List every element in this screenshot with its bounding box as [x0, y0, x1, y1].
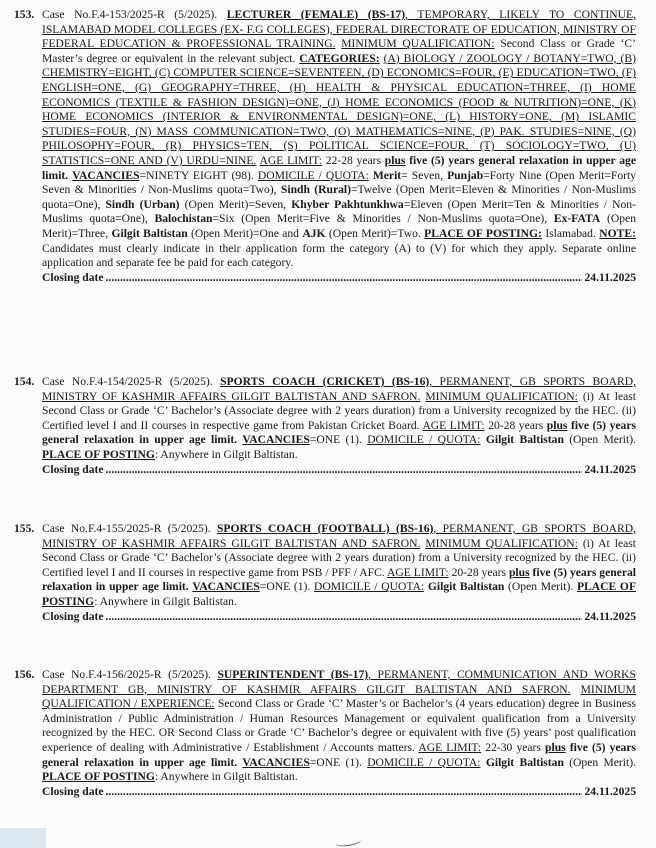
- age-text: 20-28 years: [451, 565, 507, 579]
- posting-label: PLACE OF POSTING: [42, 447, 155, 461]
- qualification-text: (i) At least Second Class or Grade ‘C’ Bachelor’s (Associate degree with 2 years duration) from a University recognized by the HEC. (ii) Certified level I and II courses in respective game from PSB / PFF / AFC.: [42, 536, 636, 579]
- leader-dots: [106, 785, 583, 800]
- closing-date-row: [42, 610, 636, 625]
- qualification-label: MINIMUM QUALIFICATION / EXPERIENCE:: [42, 682, 636, 711]
- age-text: 22-30 years: [485, 740, 541, 754]
- post-title: LECTURER (FEMALE) (BS-17): [226, 8, 406, 21]
- quota-region: Gilgit Baltistan: [485, 433, 564, 447]
- case-no: Case No.F.4-154/2025-R (5/2025).: [42, 375, 213, 388]
- closing-label: Closing date: [42, 462, 104, 476]
- closing-date: 24.11.2025: [584, 609, 636, 623]
- age-text: 20-28 years: [488, 418, 544, 432]
- relaxation-text: five (5) years general relaxation in upper age limit.: [42, 740, 636, 769]
- case-body: [42, 8, 636, 271]
- leader-dots: [106, 610, 583, 625]
- age-text: 22-28 years: [325, 153, 382, 167]
- closing-date: 24.11.2025: [584, 462, 636, 476]
- posting-text: : Anywhere in Gilgit Baltistan.: [94, 594, 237, 608]
- post-details: , TEMPORARY, LIKELY TO CONTINUE, ISLAMABAD MODEL COLLEGES (EX- F.G COLLEGES), FEDERAL DIRECTORATE OF EDUCATION, MINISTRY OF FEDERAL EDUCATION & PROFESSIONAL TRAINING.: [42, 8, 636, 51]
- plus-word: plus: [508, 565, 530, 579]
- relaxation-text: five (5) years general relaxation in upper age limit.: [42, 565, 636, 594]
- quota-region: Gilgit Baltistan: [427, 580, 505, 594]
- case-153: [14, 8, 636, 285]
- quota-detail: (Open Merit)=One and: [187, 226, 303, 240]
- case-number: 154.: [14, 375, 35, 388]
- domicile-label: DOMICILE / QUOTA:: [367, 755, 481, 769]
- age-label: AGE LIMIT:: [422, 418, 485, 432]
- posting-label: PLACE OF POSTING:: [424, 226, 542, 240]
- plus-word: plus: [546, 418, 568, 432]
- case-body: [42, 522, 636, 610]
- case-154: [14, 375, 636, 477]
- quota-detail: = Seven,: [401, 168, 448, 182]
- case-number: 155.: [14, 522, 35, 535]
- closing-date-row: [42, 463, 636, 478]
- closing-label: Closing date: [42, 784, 104, 798]
- categories-text: (A) BIOLOGY / ZOOLOGY / BOTANY=TWO, (B) CHEMISTRY=EIGHT, (C) COMPUTER SCIENCE=SEVENTEEN, (D) ECONOMICS=FOUR, (E) EDUCATION=TWO, (F) ENGLISH=ONE, (G) GEOGRAPHY=THREE, (H) HEALTH & PHYSICAL EDUCATION=THREE, (I) HOME ECONOMICS (TEXTILE & FASHION DESIGN)=ONE, (J) HOME ECONOMICS (FOOD & NUTRITION)=ONE, (K) HOME ECONOMICS (INTERIOR & ENVIRONMENTAL DESIGN)=ONE, (L) HISTORY=ONE, (M) ISLAMIC STUDIES=FOUR, (N) MASS COMMUNICATION=TWO, (O) MATHEMATICS=NINE, (P) PAK. STUDIES=NINE, (Q) PHILOSOPHY=FOUR, (R) PHYSICS=TEN, (S) POLITICAL SCIENCE=FOUR, (T) SOCIOLOGY=TWO, (U) STATISTICS=ONE AND (V) URDU=NINE.: [42, 51, 636, 167]
- plus-word: plus: [384, 153, 406, 167]
- closing-label: Closing date: [42, 609, 104, 623]
- vacancies-label: VACANCIES: [192, 580, 260, 594]
- leader-dots: [106, 271, 583, 286]
- closing-date-row: [42, 271, 636, 286]
- qualification-text: Second Class or Grade ‘C’ Master’s or Bachelor’s (4 years education) degree in Business Administration / Public Administration / Human Resources Management or equivalent qualification from a University recognized by the HEC. OR Second Class or Grade ‘C’ Bachelor’s degree or equivalent with five (5) years’ post qualification experience of dealing with Administrative / Establishment / Accounts matters.: [42, 697, 637, 754]
- quota-region: Punjab: [447, 168, 484, 182]
- qualification-label: MINIMUM QUALIFICATION:: [341, 37, 495, 51]
- corner-tint: [0, 828, 46, 848]
- quota-region: Ex-FATA: [553, 212, 601, 226]
- quota-detail: =Twelve (Open Merit=Eleven & Minorities / Non-Muslims quota=One),: [42, 183, 636, 211]
- pen-mark: [335, 835, 362, 848]
- vacancies-label: VACANCIES: [72, 168, 140, 182]
- age-label: AGE LIMIT:: [418, 740, 482, 754]
- vacancies-text: =NINETY EIGHT (98).: [139, 168, 254, 182]
- qualification-text: (i) At least Second Class or Grade ‘C’ Bachelor’s (Associate degree with 2 years duration) from a University recognized by the HEC. (ii) Certified level I and II courses in respective game from Pakistan Cricket Board.: [42, 389, 636, 432]
- vacancies-label: VACANCIES: [242, 755, 310, 769]
- posting-label: PLACE OF POSTING: [42, 580, 637, 608]
- age-label: AGE LIMIT:: [387, 565, 449, 579]
- case-number: 156.: [14, 668, 35, 681]
- case-no: Case No.F.4-156/2025-R (5/2025).: [42, 668, 211, 681]
- domicile-label: DOMICILE / QUOTA:: [367, 433, 481, 447]
- qualification-label: MINIMUM QUALIFICATION:: [425, 536, 578, 550]
- domicile-label: DOMICILE / QUOTA:: [257, 168, 369, 182]
- categories-label: CATEGORIES:: [299, 51, 380, 65]
- closing-date: 24.11.2025: [584, 270, 636, 284]
- quota-detail: =Eleven (Open Merit=Ten & Minorities / Non-Muslims quota=One),: [42, 197, 636, 226]
- quota-region: AJK: [302, 226, 326, 240]
- posting-text: : Anywhere in Gilgit Baltistan.: [154, 447, 298, 461]
- post-title: SPORTS COACH (FOOTBALL) (BS-16): [216, 522, 434, 535]
- age-label: AGE LIMIT:: [259, 153, 322, 167]
- quota-detail: (Open Merit)=Seven,: [179, 197, 292, 211]
- quota-detail: (Open Merit).: [504, 580, 574, 594]
- domicile-label: DOMICILE / QUOTA:: [314, 580, 425, 594]
- vacancies-text: =ONE (1).: [309, 755, 362, 769]
- vacancies-text: =ONE (1).: [259, 580, 311, 594]
- closing-date-row: [42, 785, 636, 800]
- quota-detail: (Open Merit)=Three,: [42, 212, 637, 240]
- case-body: [42, 375, 636, 463]
- posting-text: Islamabad.: [545, 226, 596, 240]
- vacancies-label: VACANCIES: [242, 433, 310, 447]
- note-text: Candidates must clearly indicate in their application form the category (A) to (V) for which they apply. Separate online application and separate fee be paid for each category.: [42, 241, 636, 270]
- post-details: , PERMANENT, GB SPORTS BOARD, MINISTRY OF KASHMIR AFFAIRS GILGIT BALTISTAN AND SAFRON.: [42, 375, 636, 403]
- quota-detail: (Open Merit)=Two.: [325, 226, 421, 240]
- quota-detail: (Open Merit).: [563, 755, 636, 769]
- case-156: [14, 668, 636, 799]
- quota-detail: (Open Merit).: [563, 433, 636, 447]
- relaxation-text: five (5) years general relaxation in upper age limit.: [42, 418, 636, 447]
- closing-label: Closing date: [42, 270, 104, 284]
- posting-text: : Anywhere in Gilgit Baltistan.: [154, 770, 298, 784]
- quota-detail: =Six (Open Merit=Five & Minorities / Non-Muslims quota=One),: [212, 212, 554, 226]
- case-body: [42, 668, 636, 785]
- quota-region: Merit: [372, 168, 402, 182]
- plus-word: plus: [545, 740, 566, 754]
- post-details: , PERMANENT, GB SPORTS BOARD, MINISTRY OF KASHMIR AFFAIRS GILGIT BALTISTAN AND SAFRON.: [42, 522, 636, 550]
- post-title: SUPERINTENDENT (BS-17): [217, 668, 369, 681]
- leader-dots: [106, 463, 583, 478]
- quota-region: Sindh (Rural): [280, 183, 351, 197]
- quota-region: Khyber Pakhtunkhwa: [291, 197, 404, 211]
- note-label: NOTE:: [599, 226, 636, 240]
- case-no: Case No.F.4-153/2025-R (5/2025).: [42, 8, 218, 21]
- case-number: 153.: [14, 8, 35, 21]
- quota-region: Gilgit Baltistan: [485, 755, 564, 769]
- case-155: [14, 522, 636, 624]
- quota-region: Balochistan: [154, 212, 213, 226]
- vacancies-text: =ONE (1).: [309, 433, 362, 447]
- post-details: , PERMANENT, COMMUNICATION AND WORKS DEPARTMENT GB, MINISTRY OF KASHMIR AFFAIRS GILGIT BALTISTAN AND SAFRON.: [42, 668, 636, 696]
- post-title: SPORTS COACH (CRICKET) (BS-16): [220, 375, 430, 388]
- qualification-label: MINIMUM QUALIFICATION:: [425, 389, 578, 403]
- relaxation-text: five (5) years general relaxation in upper age limit.: [42, 153, 636, 182]
- quota-region: Sindh (Urban): [105, 197, 180, 211]
- case-no: Case No.F.4-155/2025-R (5/2025).: [42, 522, 211, 535]
- closing-date: 24.11.2025: [584, 784, 636, 798]
- qualification-text: Second Class or Grade ‘C’ Master’s degree or equivalent in the relevant subject.: [42, 37, 636, 65]
- quota-detail: =Forty Nine (Open Merit=Forty Seven & Minorities / Non-Muslims quota=Two),: [42, 168, 636, 197]
- quota-region: Gilgit Baltistan: [111, 226, 188, 240]
- posting-label: PLACE OF POSTING: [42, 770, 155, 784]
